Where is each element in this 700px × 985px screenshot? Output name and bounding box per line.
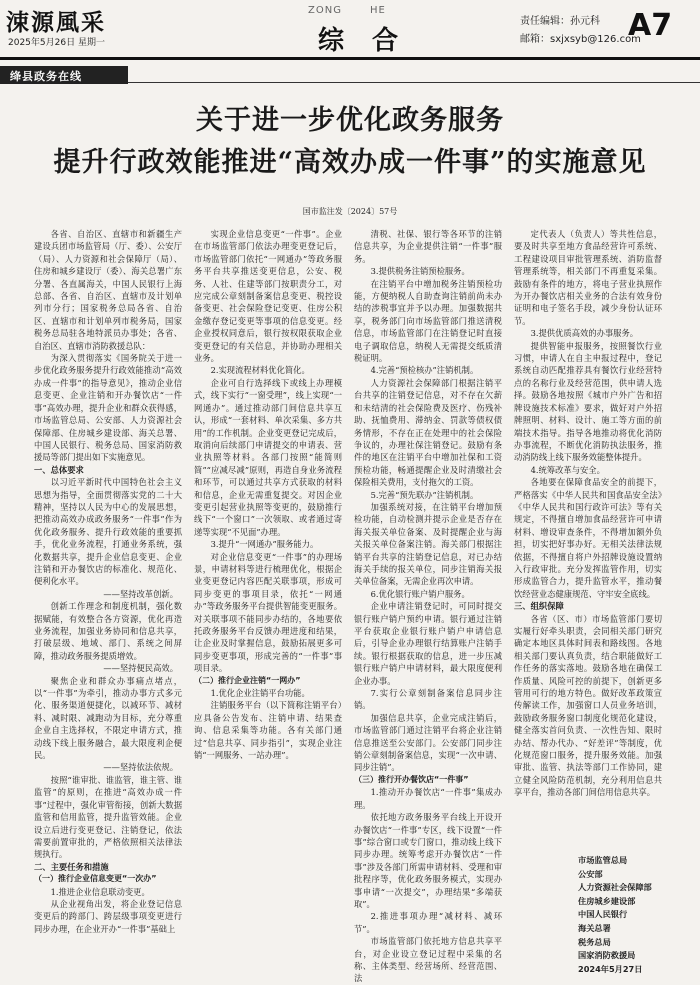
paragraph: 加强系统对接，在注销平台增加预检功能，自动检测并提示企业是否存在海关报关单位备案、及时提醒企业与海关报关单位备案注销。海关部门根据注销平台共享的注销登记信息，对已办结海关手续的报关单位，同步注销海关报关单位备案，无需企业再次申请。 <box>354 501 502 587</box>
paragraph: 以习近平新时代中国特色社会主义思想为指导，全面贯彻落实党的二十大精神，坚持以人民为中心的发展思想，把推动高效办成政务服务“一件事”作为优化政务服务、提升行政效能的重要抓手，优化业务流程，打通业务系统，强化数据共享，提升企业信息变更、企业注销和开办餐饮店的标准化、规范化、便利化水平。 <box>34 477 182 587</box>
issue-date: 2025年5月26日 星期一 <box>8 38 105 48</box>
paragraph: 按照“谁审批、谁监管，谁主管、谁监管”的原则，在推进“高效办成一件事”过程中，强化审管衔接，创新大数据监管和信用监管，提升监管效能。企业设立后进行变更登记、注销登记，依法需要前置审批的，严格依照相关法律法规执行。 <box>34 774 182 860</box>
paragraph: 6.优化银行账户销户服务。 <box>370 588 470 599</box>
agency-name: 海关总署 <box>578 922 611 933</box>
paragraph: 3.提升“一网通办”服务能力。 <box>210 539 319 550</box>
article-column-3 <box>354 228 502 984</box>
paragraph: 依托地方政务服务平台线上开设开办餐饮店“一件事”专区，线下设置“一件事”综合窗口或专门窗口，推动线上线下同步办理。统筹考虑开办餐饮店“一件事”涉及各部门所需申请材料、受理和审批程序等，优化政务服务模式，实现办事申请“一次提交”，办理结果“多端获取”。 <box>354 812 502 909</box>
section-heading: （三）推行开办餐饮店“一件事” <box>354 774 469 784</box>
section-heading: （一）推行企业信息变更“一次办” <box>34 874 157 884</box>
paragraph: 1.优化企业注销平台功能。 <box>210 688 310 699</box>
paragraph: 企业申请注销登记时，可同时提交银行账户销户预约申请。银行通过注销平台获取企业银行账户销户申请信息后，引导企业办理银行结算账户注销手续。银行根据获取的信息，进一步压减银行账户销户申请材料，最大限度便利企业办事。 <box>354 601 502 686</box>
sign-date: 2024年5月27日 <box>578 963 643 974</box>
section-pinyin-zong: ZONG <box>308 5 342 16</box>
section-heading: 三、组织保障 <box>514 601 564 612</box>
headline-area <box>0 98 700 188</box>
top-rule <box>0 57 700 60</box>
page-number: A7 <box>628 8 673 43</box>
agency-name: 公安部 <box>578 868 603 879</box>
agency-name: 人力资源社会保障部 <box>578 882 652 893</box>
paragraph: 企业可自行选择线下或线上办理模式，线下实行“一窗受理”，线上实现“一网通办”。通过推动部门间信息共享互认，形成“一套材料、单次采集、多方共用”的工作机制。企业变更登记完成后，取消向后续部门申请提交的申请表、营业执照等材料。各部门按照“能简则简”“应减尽减”原则，再造自身业务流程和环节，可以通过共享方式获取的材料和信息，企业无需重复提交。对因企业变更引起营业执照等变更的，鼓励推行线下“一个窗口”一次领取、或者通过寄递等实现“不见面”办理。 <box>194 377 342 537</box>
paragraph: 1.推动开办餐饮店“一件事”集成办理。 <box>354 787 502 810</box>
paragraph: 实现企业信息变更“一件事”。企业在市场监管部门依法办理变更登记后，市场监管部门依托“一网通办”等政务服务平台共享推送变更信息，公安、税务、人社、住建等部门按职责分工，对应完成公章刻制备案信息变更、税控设备变更、社会保险登记变更、住房公积金缴存登记变更等事项的信息变更。经企业授权同意后，银行按权限获取企业变更登记的有关信息，并协助办理相关业务。 <box>194 229 342 364</box>
paragraph: 各地要在保障食品安全的前提下，严格落实《中华人民共和国食品安全法》《中华人民共和国行政许可法》等有关规定，不得擅自增加食品经营许可申请材料、增设审查条件，不得增加额外负担，切实把好事办好。无相关法律法规依据，不得擅自将户外招牌设施设置纳入行政审批。充分发挥监管作用，切实形成监管合力，提升监管水平，推动餐饮经营业态健康规范、守牢安全底线。 <box>514 477 662 599</box>
paragraph: 1.推进企业信息联动变更。 <box>50 886 150 897</box>
paragraph: 5.完善“预先联办”注销机制。 <box>370 489 479 500</box>
paragraph: 为深入贯彻落实《国务院关于进一步优化政务服务提升行政效能推动“高效办成一件事”的指导意见》，推动企业信息变更、企业注销和开办餐饮店“一件事”高效办理，提升企业和群众获得感，市场监管总局、公安部、人力资源社会保障部、住房城乡建设部、海关总署、中国人民银行、税务总局、国家消防救援局等部门提出如下实施意见。 <box>34 353 182 463</box>
section-pinyin-he: HE <box>370 5 386 16</box>
document-number: 国市监注发〔2024〕57号 <box>302 207 398 216</box>
paragraph: 从企业视角出发，将企业登记信息变更后的跨部门、跨层级事项变更进行同步办理，在企业开办“一件事”基础上 <box>34 898 182 934</box>
agency-name: 市场监管总局 <box>578 855 628 865</box>
paragraph: 对企业信息变更“一件事”的办理场景，申请材料等进行梳理优化，根据企业变更登记内容匹配关联事项，形成可同步变更的事项目录，依托“一网通办”等政务服务平台提供智能变更服务。对关联事项不能同步办结的，各地要依托政务服务平台反馈办理进度和结果，让企业及时掌握信息，鼓励拓展更多可同步变更事项，形成完善的“一件事”事项目录。 <box>194 551 342 674</box>
paragraph: 定代表人（负责人）等共性信息，要及时共享至地方食品经营许可系统、工程建设项目审批管理系统、消防监督管理系统等，相关部门不再重复采集。鼓励有条件的地方，将电子营业执照作为开办餐饮店相关业务的合法有效身份证明和电子签名手段，减少身份认证环节。 <box>514 229 662 326</box>
section-heading: 二、主要任务和措施 <box>34 861 109 872</box>
agency-name: 中国人民银行 <box>578 909 628 920</box>
paragraph: 2.实现流程材料优化简化。 <box>210 365 310 376</box>
article-column-2 <box>194 228 342 968</box>
paragraph: 创新工作理念和制度机制，强化数据赋能，有效整合各方资源，优化再造业务流程，加强业务协同和信息共享，打破层级、地域、部门、系统之间屏障，推动政务服务提质增效。 <box>34 601 182 661</box>
masthead <box>0 0 700 60</box>
section-heading: 一、总体要求 <box>34 464 84 475</box>
paragraph: ——坚持便民高效。 <box>103 663 178 674</box>
column-banner-label: 绛县政务在线 <box>10 70 82 83</box>
agency-name: 税务总局 <box>578 936 611 947</box>
banner-rule <box>128 82 700 83</box>
paragraph: ——坚持依法依规。 <box>103 762 178 773</box>
paragraph: ——坚持改革创新。 <box>103 588 178 599</box>
paragraph: 在注销平台中增加税务注销预检功能，方便纳税人自助查询注销前尚未办结的涉税事宜并予以办理。加强数据共享，税务部门向市场监管部门推送清税信息，市场监管部门在注销登记时直接电子调取信息，纳税人无需提交纸质清税证明。 <box>354 278 502 364</box>
paragraph: 聚焦企业和群众办事痛点堵点，以“一件事”为牵引，推动办事方式多元化、服务渠道便捷化，以减环节、减材料、减时限、减跑动为目标，充分尊重企业自主选择权，不限定申请方式，推动线下线上服务融合，最大限度利企便民。 <box>34 675 182 761</box>
paper-name: 涑源風采 <box>6 9 106 36</box>
paragraph: 注销服务平台（以下简称注销平台）应具备公告发布、注销申请、结果查询、信息采集等功能。各有关部门通过“信息共享、同步指引”，实现企业注销“一网服务、一站办理”。 <box>194 700 342 761</box>
paragraph: 各省、自治区、直辖市和新疆生产建设兵团市场监管局（厅、委）、公安厅（局）、人力资源和社会保障厅（局）、住房和城乡建设厅（委）、海关总署广东分署、各直属海关，中国人民银行上海总部、各省、自治区、直辖市及计划单列市分行；国家税务总局各省、自治区、直辖市和计划单列市税务局，国家税务总局驻各地特派员办事处；各省、自治区、直辖市消防救援总队： <box>34 229 182 351</box>
paragraph: 4.完善“预检核办”注销机制。 <box>370 365 479 376</box>
section-heading: （二）推行企业注销“一网办” <box>194 675 301 685</box>
paragraph: 3.提供税务注销预检服务。 <box>370 266 470 277</box>
paragraph: 2.推进事项办理“减材料、减环节”。 <box>354 911 502 934</box>
paragraph: 4.统筹改革与安全。 <box>530 464 605 475</box>
paragraph: 加强信息共享，企业完成注销后，市场监管部门通过注销平台将企业注销信息推送至公安部门。公安部门同步注销公章刻制备案信息，实现“一次申请、同步注销”。 <box>354 712 502 773</box>
paragraph: 清税、社保、银行等各环节的注销信息共享，为企业提供注销“一件事”服务。 <box>354 229 502 264</box>
agency-name: 国家消防救援局 <box>578 950 636 961</box>
paragraph: 市场监管部门依托地方信息共享平台，对企业设立登记过程中采集的名称、主体类型、经营场所、经营范围、法 <box>354 936 502 984</box>
paragraph: 提供智能申报服务，按照餐饮行业习惯，申请人在自主申报过程中，登记系统自动匹配推荐具有餐饮行业经营特点的名称行业及经营范围，供申请人选择。鼓励各地按照《城市户外广告和招牌设施技术标准》要求，做好对户外招牌照明、材料、设计、施工等方面的前端技术指导。指导各地推动将优化消防办事流程，不断优化消防执法服务，推动消防线上线下服务效能整体提升。 <box>514 340 662 463</box>
column-banner <box>0 66 128 84</box>
section-name: 综合 <box>318 26 427 56</box>
headline-line-1: 关于进一步优化政务服务 <box>196 105 504 136</box>
editor-line: 责任编辑：孙元科 <box>520 16 600 27</box>
email-line: 邮箱：sxjxsyb@126.com <box>520 34 641 45</box>
paragraph: 各省（区、市）市场监管部门要切实履行好牵头职责，会同相关部门研究确定本地区具体时间表和路线图。各地相关部门要认真负责，结合职能做好工作任务的落实落地。鼓励各地在确保工作质量、风险可控的前提下，创新更多管用可行的地方特色。做好改革政策宣传解读工作，加强窗口人员业务培训，鼓励政务服务窗口制度化规范化建设，健全落实首问负责、一次性告知、限时办结、帮办代办、“好差评”等制度，优化规范窗口服务，提升服务效能。加强审批、监管、执法等部门工作协同，建立健全风险防范机制，充分利用信息共享平台，推动各部门间信用信息共享。 <box>514 613 662 798</box>
paragraph: 人力资源社会保障部门根据注销平台共享的注销登记信息，对不存在欠薪和未结清的社会保险费及医疗、伤残补助、抚恤费用、滞纳金、罚款等债权债务情形，不存在正在处理中的社会保险争议的，办理社保注销登记。鼓励有条件的地区在注销平台中增加社保和工资预检功能，畅通提醒企业及时清缴社会保险相关费用，支付拖欠的工资。 <box>354 377 502 488</box>
paragraph: 3.提供优质高效的办事服务。 <box>530 328 639 339</box>
paragraph: 7.实行公章刻制备案信息同步注销。 <box>354 688 502 711</box>
article-column-1 <box>34 228 182 968</box>
issuing-agencies <box>578 854 696 976</box>
agency-name: 住房城乡建设部 <box>578 895 636 906</box>
headline-line-2: 提升行政效能推进“高效办成一件事”的实施意见 <box>53 147 647 178</box>
